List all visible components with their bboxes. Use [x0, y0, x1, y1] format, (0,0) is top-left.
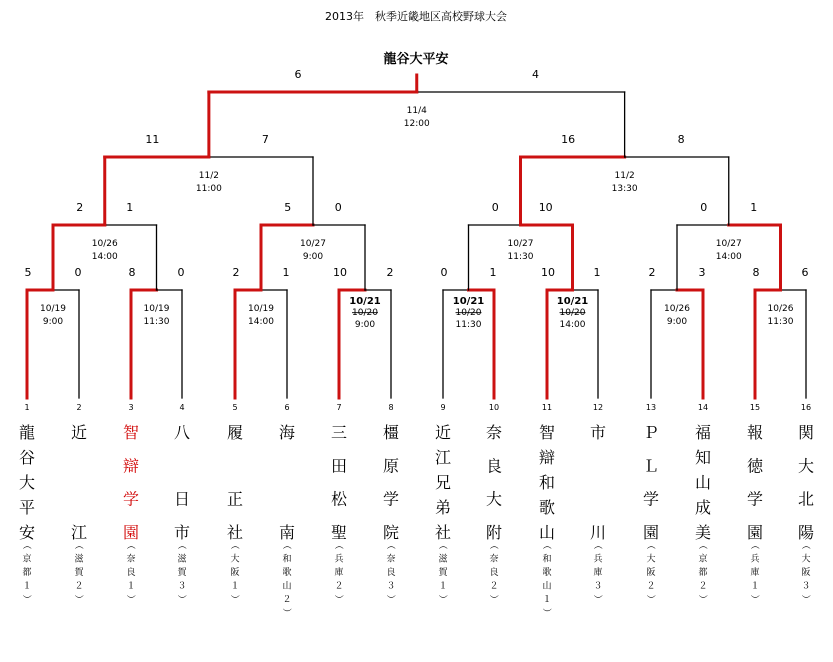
team-name-char: 報	[746, 423, 764, 442]
match-date: 10/26	[767, 304, 794, 314]
team-name-char: 江	[434, 448, 452, 467]
match-time: 14:00	[559, 320, 586, 330]
score-right: 1	[126, 201, 134, 214]
score-right: 8	[677, 133, 685, 146]
team-column	[486, 403, 502, 604]
team-prefecture-char: （	[488, 540, 498, 550]
team-name-char	[227, 456, 243, 475]
team-name-char: 江	[70, 523, 88, 542]
team-prefecture-char: （	[385, 540, 395, 550]
team-prefecture-char: 歌	[282, 568, 292, 578]
team-prefecture-char: ）	[73, 594, 83, 604]
match-time: 9:00	[354, 320, 376, 330]
team-name-char: 弟	[434, 498, 452, 517]
score-right: 0	[334, 201, 342, 214]
team-column	[227, 403, 243, 604]
match-date: 10/26	[91, 239, 118, 249]
team-name-char: 南	[278, 523, 296, 542]
team-name-char: 市	[589, 423, 607, 442]
team-prefecture-char: ２	[698, 581, 708, 592]
team-prefecture-char: ）	[437, 594, 447, 604]
team-column	[747, 403, 764, 604]
team-name-char: 山	[694, 473, 712, 492]
match-time: 13:30	[611, 184, 638, 194]
team-name-char: 園	[746, 523, 764, 542]
match-date: 10/27	[507, 239, 534, 249]
match-time: 12:00	[403, 119, 430, 129]
team-prefecture-char: ３	[386, 581, 396, 592]
score-left: 8	[128, 266, 136, 279]
team-name-char: 社	[226, 523, 244, 542]
score-right: 2	[386, 266, 394, 279]
team-name-char: 大	[485, 489, 503, 509]
score-right: 0	[74, 266, 82, 279]
team-prefecture-char: 京	[22, 554, 32, 565]
match-date: 10/21	[556, 296, 589, 307]
team-prefecture-char: ）	[385, 594, 395, 604]
team-prefecture-char: 大	[646, 554, 656, 565]
team-name-char: 田	[330, 456, 348, 476]
team-prefecture-char: （	[125, 540, 135, 550]
match-date: 10/21	[349, 296, 381, 307]
team-prefecture-char: 良	[489, 568, 499, 578]
match-date: 11/2	[614, 171, 635, 181]
score-left: 0	[440, 266, 448, 279]
team-prefecture-char: ）	[176, 594, 186, 604]
team-name-char: 成	[694, 498, 712, 517]
team-name-char: 正	[226, 489, 244, 509]
team-name-char	[590, 456, 606, 475]
team-prefecture-char: 賀	[177, 568, 187, 578]
score-left: 6	[294, 68, 302, 81]
team-prefecture-char: （	[281, 540, 291, 550]
team-number: 2	[76, 403, 82, 412]
team-prefecture-char: （	[800, 540, 810, 550]
team-name-char: Ｌ	[642, 456, 660, 476]
team-prefecture-char: 兵	[750, 554, 760, 565]
match-date: 11/4	[406, 106, 427, 116]
team-prefecture-char: ）	[645, 594, 655, 604]
team-number: 3	[128, 403, 134, 412]
team-number: 11	[541, 403, 553, 412]
team-prefecture-char: ）	[21, 594, 31, 604]
team-column	[695, 403, 711, 604]
team-prefecture-char: （	[592, 540, 602, 550]
score-left: 0	[700, 201, 708, 214]
team-name-char: 近	[70, 423, 88, 442]
match-date-old: 10/20	[352, 308, 378, 318]
team-number: 4	[179, 403, 185, 412]
team-prefecture-char: 和	[542, 554, 552, 565]
team-prefecture-char: ）	[800, 594, 810, 604]
team-name-char: 歌	[538, 498, 556, 517]
team-name-char: 奈	[485, 423, 503, 442]
team-prefecture-char: （	[73, 540, 83, 550]
team-number: 13	[645, 403, 657, 412]
team-prefecture-char: ）	[229, 594, 239, 604]
score-right: 3	[698, 266, 706, 279]
team-prefecture-char: （	[21, 540, 31, 550]
team-prefecture-char: 京	[698, 554, 708, 565]
team-prefecture-char: ２	[334, 581, 344, 592]
team-number: 6	[284, 403, 290, 412]
team-prefecture-char: １	[750, 581, 760, 592]
team-name-char	[590, 490, 606, 509]
match-time: 9:00	[42, 317, 64, 327]
team-number: 12	[592, 403, 604, 412]
team-prefecture-char: ）	[281, 607, 291, 618]
team-name-char: 北	[797, 489, 815, 509]
team-prefecture-char: 山	[282, 581, 292, 592]
team-prefecture-char: ）	[125, 594, 135, 604]
score-right: 10	[538, 201, 553, 214]
team-name-char: 学	[382, 489, 400, 509]
team-name-char: 美	[694, 523, 712, 542]
team-prefecture-char: ２	[489, 581, 499, 592]
team-prefecture-char: 都	[698, 568, 708, 578]
team-number: 8	[388, 403, 394, 412]
team-prefecture-char: （	[333, 540, 343, 550]
team-name-char: 智	[122, 423, 140, 442]
team-name-char: 近	[434, 423, 452, 442]
team-prefecture-char: （	[749, 540, 759, 550]
team-prefecture-char: 良	[386, 568, 396, 578]
team-prefecture-char: 兵	[593, 554, 603, 565]
match-date: 10/19	[143, 304, 170, 314]
match-date: 11/2	[198, 171, 219, 181]
match-date: 10/27	[300, 239, 326, 249]
match-date: 10/19	[248, 304, 274, 314]
team-name-char: 学	[122, 489, 140, 509]
score-right: 0	[177, 266, 185, 279]
team-name-char: 福	[694, 423, 712, 442]
team-prefecture-char: 阪	[646, 568, 656, 578]
team-number: 9	[440, 403, 446, 412]
team-prefecture-char: 山	[542, 581, 552, 592]
match-date: 10/26	[664, 304, 690, 314]
team-name-char	[279, 456, 295, 475]
team-column	[19, 403, 35, 604]
match-date-old: 10/20	[455, 308, 482, 318]
team-prefecture-char: （	[645, 540, 655, 550]
team-prefecture-char: 庫	[334, 568, 344, 578]
team-number: 5	[232, 403, 238, 412]
team-number: 16	[800, 403, 812, 412]
team-prefecture-char: １	[126, 581, 136, 592]
team-name-char	[71, 490, 87, 509]
score-left: 16	[561, 133, 576, 146]
team-name-char: 日	[173, 489, 191, 509]
team-prefecture-char: １	[438, 581, 448, 592]
team-prefecture-char: ２	[74, 581, 84, 592]
team-number: 14	[697, 403, 709, 412]
team-prefecture-char: ）	[749, 594, 759, 604]
score-right: 1	[750, 201, 758, 214]
team-name-char: 社	[434, 523, 452, 542]
score-left: 2	[232, 266, 240, 279]
match-time: 11:30	[143, 317, 170, 327]
score-left: 2	[648, 266, 656, 279]
team-name-char: 三	[330, 423, 348, 442]
team-name-char: 附	[485, 523, 503, 542]
team-name-char: 聖	[330, 523, 348, 542]
champion-name: 龍谷大平安	[383, 52, 449, 67]
team-prefecture-char: 奈	[489, 554, 499, 565]
team-name-char: 大	[797, 456, 815, 476]
team-prefecture-char: （	[541, 540, 551, 550]
team-name-char: 園	[642, 523, 660, 542]
team-column	[71, 403, 87, 604]
team-number: 15	[749, 403, 761, 412]
team-prefecture-char: ３	[593, 581, 603, 592]
team-column	[590, 403, 606, 604]
team-prefecture-char: ３	[801, 581, 811, 592]
team-name-char: 兄	[434, 473, 452, 492]
match-time: 11:30	[767, 317, 794, 327]
team-name-char: 八	[173, 423, 191, 442]
team-column	[279, 403, 295, 617]
team-name-char: 知	[694, 448, 712, 467]
team-prefecture-char: 庫	[593, 568, 603, 578]
team-name-char	[279, 490, 295, 509]
team-name-char: 智	[538, 423, 556, 442]
team-prefecture-char: 滋	[74, 554, 84, 565]
team-prefecture-char: 奈	[126, 554, 136, 565]
team-name-char: 関	[797, 423, 815, 442]
team-prefecture-char: 都	[22, 568, 32, 578]
team-prefecture-char: （	[176, 540, 186, 550]
team-prefecture-char: １	[230, 581, 240, 592]
score-right: 4	[531, 68, 539, 81]
team-prefecture-char: 歌	[542, 568, 552, 578]
team-name-char: 学	[746, 489, 764, 509]
team-number: 7	[336, 403, 342, 412]
team-prefecture-char: （	[229, 540, 239, 550]
team-name-char: 学	[642, 489, 660, 509]
team-column	[539, 403, 555, 617]
team-column	[643, 403, 659, 604]
team-prefecture-char: 阪	[230, 568, 240, 578]
team-prefecture-char: 滋	[177, 554, 187, 565]
team-columns	[19, 403, 814, 617]
team-prefecture-char: 良	[126, 568, 136, 578]
team-number: 10	[488, 403, 500, 412]
team-name-char: 陽	[797, 523, 815, 542]
team-prefecture-char: ）	[333, 594, 343, 604]
team-column	[174, 403, 190, 604]
score-left: 0	[491, 201, 499, 214]
score-left: 10	[541, 266, 555, 279]
match-time: 14:00	[715, 252, 742, 262]
team-name-char: 松	[330, 489, 348, 509]
team-name-char: 谷	[18, 448, 36, 467]
team-name-char: 辯	[122, 456, 140, 476]
score-left: 10	[333, 266, 347, 279]
match-date: 10/21	[452, 296, 485, 307]
team-column	[331, 403, 348, 604]
team-name-char: 川	[589, 523, 607, 542]
team-prefecture-char: １	[22, 581, 32, 592]
team-prefecture-char: ２	[646, 581, 656, 592]
match-time: 11:30	[507, 252, 534, 262]
score-right: 1	[489, 266, 497, 279]
team-name-char: 原	[382, 456, 400, 476]
team-name-char: 良	[485, 456, 503, 476]
match-time: 9:00	[666, 317, 688, 327]
team-column	[383, 403, 399, 604]
team-name-char: 履	[226, 423, 244, 442]
match-date: 10/19	[40, 304, 66, 314]
match-time: 11:30	[455, 320, 482, 330]
team-prefecture-char: 和	[282, 554, 292, 565]
match-date-old: 10/20	[559, 308, 586, 318]
score-right: 7	[261, 133, 269, 146]
team-prefecture-char: 奈	[386, 554, 396, 565]
team-name-char	[174, 456, 190, 475]
match-time: 14:00	[91, 252, 118, 262]
team-prefecture-char: 阪	[801, 568, 811, 578]
team-prefecture-char: ２	[282, 595, 292, 605]
team-name-char: 海	[278, 423, 296, 442]
score-right: 1	[593, 266, 601, 279]
score-left: 2	[76, 201, 84, 214]
team-prefecture-char: 庫	[750, 568, 760, 578]
team-name-char: 院	[382, 523, 400, 542]
team-prefecture-char: 賀	[74, 568, 84, 578]
team-name-char: 平	[18, 498, 36, 517]
match-time: 9:00	[302, 252, 324, 262]
team-prefecture-char: 兵	[334, 554, 344, 565]
team-name-char: 和	[538, 473, 556, 492]
match-time: 11:00	[195, 184, 222, 194]
score-right: 6	[801, 266, 809, 279]
team-number: 1	[24, 403, 30, 412]
team-column	[123, 403, 139, 604]
team-name-char: Ｐ	[642, 423, 660, 442]
team-name-char: 徳	[746, 456, 764, 476]
score-left: 8	[752, 266, 760, 279]
team-column	[435, 403, 451, 604]
team-name-char: 市	[173, 523, 191, 542]
team-prefecture-char: ）	[592, 594, 602, 604]
team-prefecture-char: （	[697, 540, 707, 550]
score-left: 11	[145, 133, 160, 146]
team-prefecture-char: 滋	[438, 554, 448, 565]
score-left: 5	[284, 201, 292, 214]
team-prefecture-char: ）	[541, 607, 551, 618]
team-prefecture-char: 大	[230, 554, 240, 565]
team-name-char: 橿	[382, 423, 400, 442]
match-date: 10/27	[715, 239, 742, 249]
score-right: 1	[282, 266, 290, 279]
team-prefecture-char: ）	[488, 594, 498, 604]
team-prefecture-char: 大	[801, 554, 811, 565]
score-left: 5	[24, 266, 32, 279]
team-name-char: 大	[18, 473, 36, 492]
team-name-char: 辯	[538, 448, 556, 467]
team-prefecture-char: ３	[177, 581, 187, 592]
team-prefecture-char: ）	[697, 594, 707, 604]
team-column	[798, 403, 814, 604]
team-name-char: 龍	[18, 423, 36, 442]
team-name-char: 安	[18, 523, 36, 542]
team-name-char: 山	[538, 523, 556, 542]
team-name-char: 園	[122, 523, 140, 542]
match-time: 14:00	[248, 317, 274, 327]
team-name-char	[71, 456, 87, 475]
team-prefecture-char: （	[437, 540, 447, 550]
page-title: 2013年 秋季近畿地区高校野球大会	[325, 10, 507, 23]
team-prefecture-char: 賀	[438, 568, 448, 578]
team-prefecture-char: １	[542, 595, 552, 605]
